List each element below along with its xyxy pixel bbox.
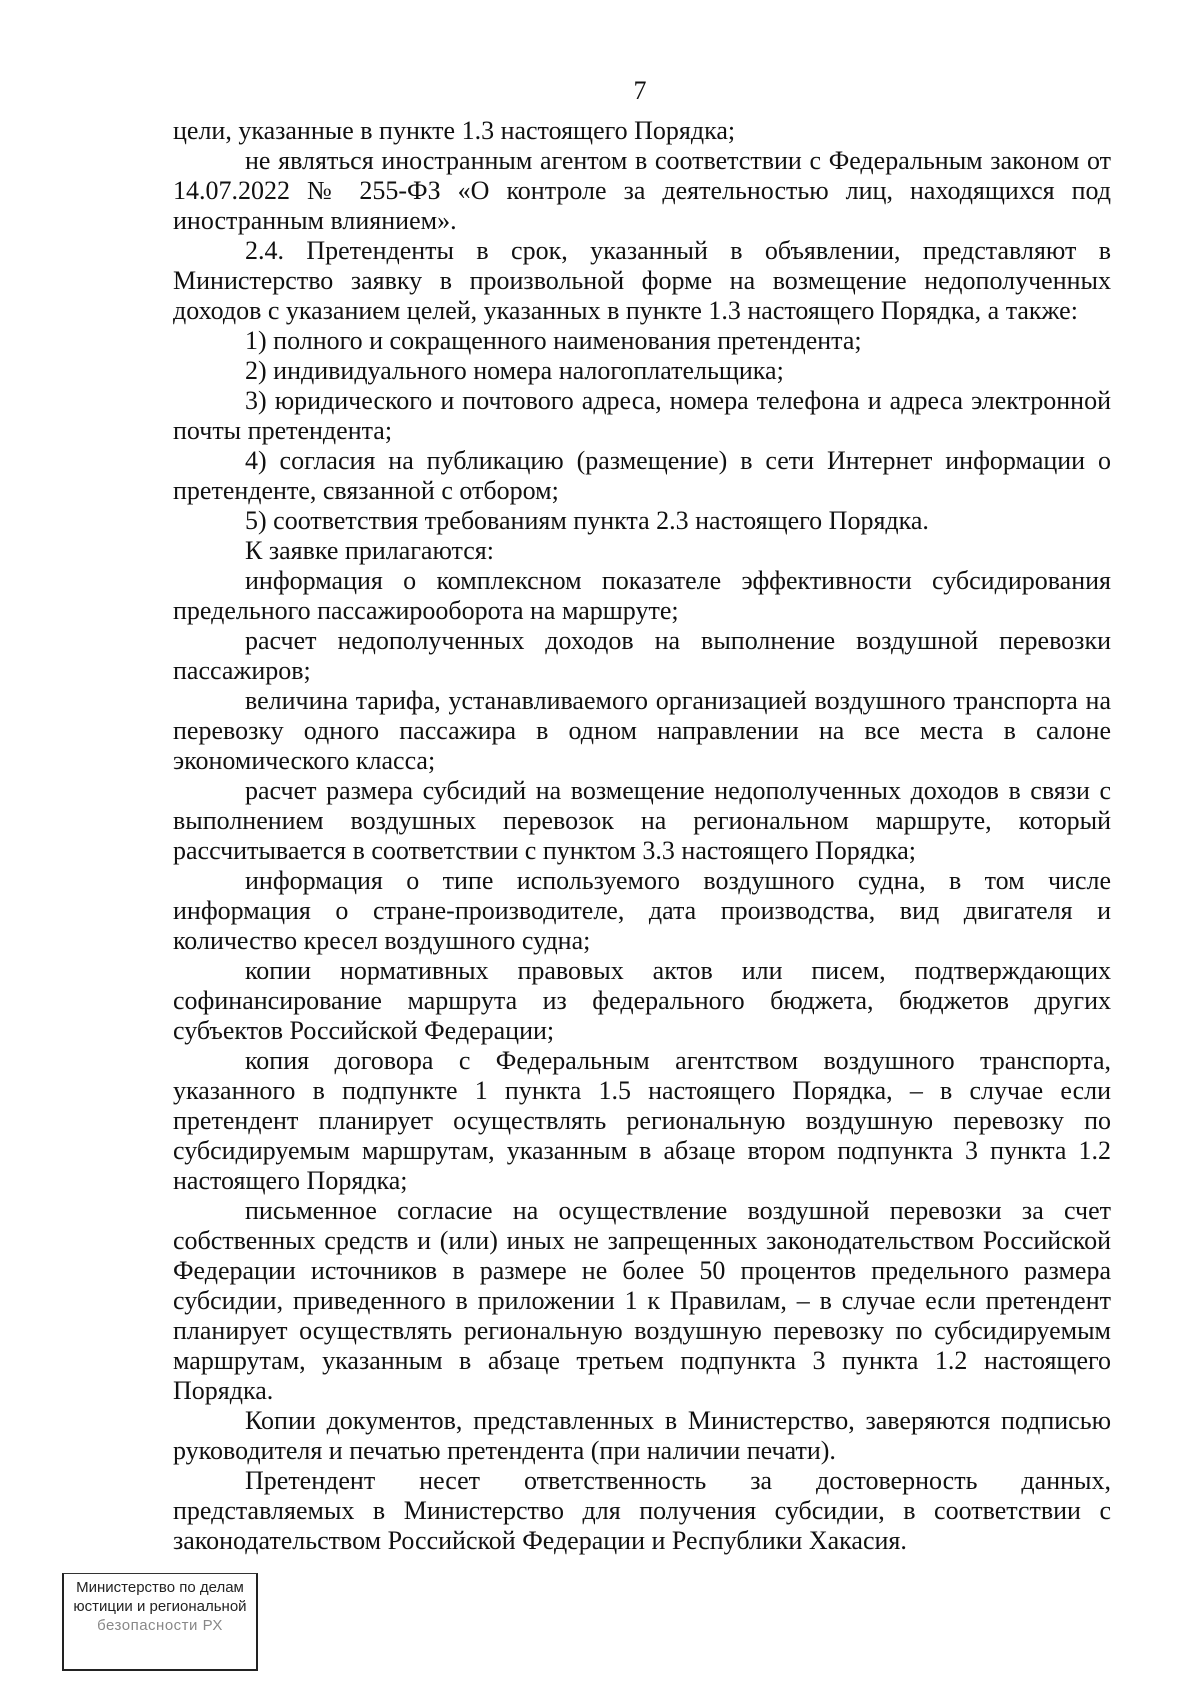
paragraph: расчет недополученных доходов на выполнение воздушной перевозки пассажиров; [173,626,1111,685]
paragraph: копии нормативных правовых актов или писем, подтверждающих софинансирование маршрута из федерального бюджета, бюджетов других субъектов Российской Федерации; [173,956,1111,1045]
paragraph: цели, указанные в пункте 1.3 настоящего Порядка; [173,116,736,145]
paragraph: информация о комплексном показателе эффективности субсидирования предельного пассажирооборота на маршруте; [173,566,1111,625]
paragraph: письменное согласие на осуществление воздушной перевозки за счет собственных средств и (или) иных не запрещенных законодательством Российской Федерации источников в размере не более 50 процентов предельного размера субсидии, приведенного в приложении 1 к Правилам, – в случае если претендент планирует осуществлять региональную воздушную перевозку по субсидируемым маршрутам, указанным в абзаце третьем подпункта 3 пункта 1.2 настоящего Порядка. [173,1196,1111,1405]
paragraph: Копии документов, представленных в Министерство, заверяются подписью руководителя и печатью претендента (при наличии печати). [173,1406,1111,1465]
stamp-line: безопасности РХ [97,1617,223,1634]
list-item: 4) согласия на публикацию (размещение) в сети Интернет информации о претенденте, связанной с отбором; [173,446,1111,505]
paragraph: 2.4. Претенденты в срок, указанный в объявлении, представляют в Министерство заявку в произвольной форме на возмещение недополученных доходов с указанием целей, указанных в пункте 1.3 настоящего Порядка, а также: [173,236,1111,325]
paragraph: информация о типе используемого воздушного судна, в том числе информация о стране-производителе, дата производства, вид двигателя и количество кресел воздушного судна; [173,866,1111,955]
list-item: 3) юридического и почтового адреса, номера телефона и адреса электронной почты претендента; [173,386,1111,445]
paragraph: расчет размера субсидий на возмещение недополученных доходов в связи с выполнением воздушных перевозок на региональном маршруте, который рассчитывается в соответствии с пунктом 3.3 настоящего Порядка; [173,776,1111,865]
paragraph: Претендент несет ответственность за достоверность данных, представляемых в Министерство для получения субсидии, в соответствии с законодательством Российской Федерации и Республики Хакасия. [173,1466,1111,1555]
ministry-stamp [62,1573,258,1671]
paragraph: К заявке прилагаются: [245,536,494,565]
list-item: 1) полного и сокращенного наименования претендента; [245,326,862,355]
stamp-line: юстиции и региональной [73,1598,247,1615]
document-body [173,116,1111,1556]
stamp-line: Министерство по делам [76,1579,244,1596]
paragraph: не являться иностранным агентом в соответствии с Федеральным законом от 14.07.2022 № 255-ФЗ «О контроле за деятельностью лиц, находящихся под иностранным влиянием». [173,146,1111,235]
list-item: 5) соответствия требованиям пункта 2.3 настоящего Порядка. [245,506,929,535]
page-number: 7 [633,76,647,105]
list-item: 2) индивидуального номера налогоплательщика; [245,356,784,385]
paragraph: величина тарифа, устанавливаемого организацией воздушного транспорта на перевозку одного пассажира в одном направлении на все места в салоне экономического класса; [173,686,1111,775]
paragraph: копия договора с Федеральным агентством воздушного транспорта, указанного в подпункте 1 пункта 1.5 настоящего Порядка, – в случае если претендент планирует осуществлять региональную воздушную перевозку по субсидируемым маршрутам, указанным в абзаце втором подпункта 3 пункта 1.2 настоящего Порядка; [173,1046,1111,1195]
